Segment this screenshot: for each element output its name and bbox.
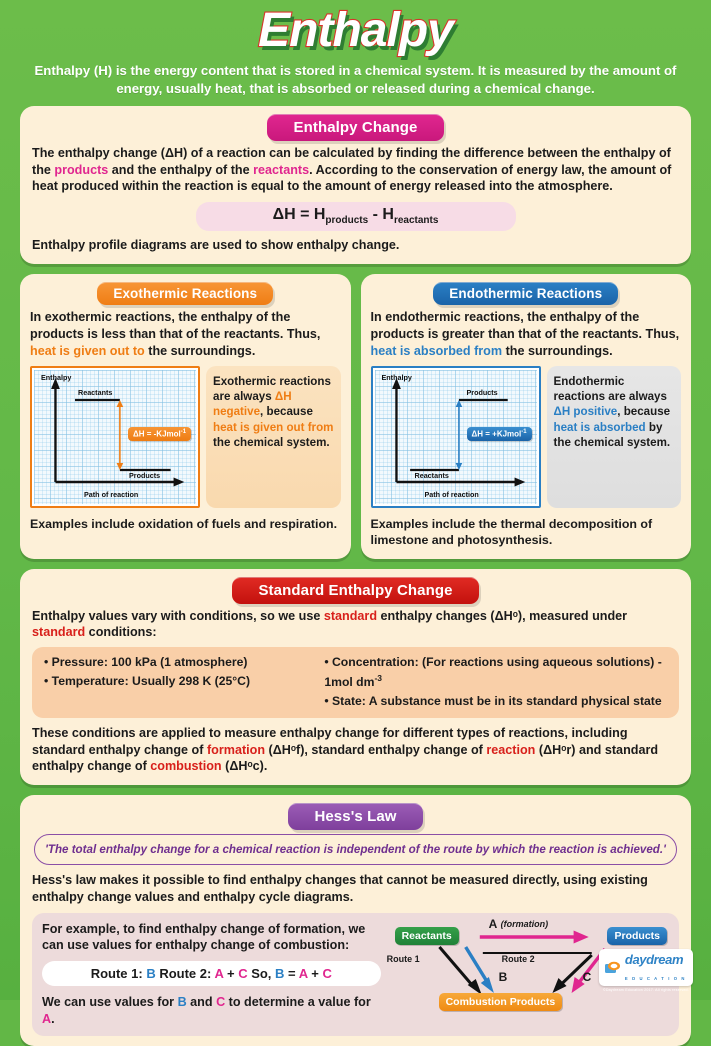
hess-example-panel	[32, 913, 679, 1037]
logo-wordmark: daydream	[624, 952, 684, 967]
exothermic-y-axis-label: Enthalpy	[41, 373, 72, 383]
hess-example-left	[42, 921, 381, 1028]
text-run-6: So,	[247, 965, 276, 981]
exothermic-examples: Examples include oxidation of fuels and respiration.	[30, 517, 338, 532]
exothermic-reactants-label: Reactants	[78, 388, 113, 398]
text-run-0: For example, to find enthalpy change of	[42, 921, 284, 936]
hess-label-route2: Route 2	[501, 953, 535, 964]
section-heading-enthalpy-change: Enthalpy Change	[267, 114, 443, 141]
text-run-9: A	[298, 965, 308, 981]
exothermic-dh-sup: -1	[180, 429, 187, 436]
text-run-2: the surroundings.	[144, 343, 256, 358]
enthalpy-formula	[196, 202, 516, 231]
endothermic-y-axis-label: Enthalpy	[381, 373, 412, 383]
text-run-1: standard	[323, 608, 378, 623]
endothermic-graph	[375, 370, 537, 504]
section-heading-hess-law: Hess's Law	[288, 803, 422, 830]
endothermic-intro	[371, 309, 682, 359]
text-run-3: standard	[32, 625, 86, 640]
text-run-2: Route 2:	[155, 965, 215, 981]
hess-label-c: C	[582, 969, 592, 984]
hess-paragraph: Hess's law makes it possible to find enthalpy changes that cannot be measured directly, using existing enthalpy change values and enthalpy cycle diagrams.	[32, 873, 648, 904]
standard-conditions-box	[32, 647, 679, 718]
condition-state-label: State:	[332, 693, 366, 708]
badge-row	[32, 114, 679, 141]
daydream-logo[interactable]	[599, 949, 693, 986]
hess-label-route1: Route 1	[386, 953, 420, 964]
hess-route-pill	[42, 961, 381, 986]
hess-label-b: B	[498, 969, 508, 984]
text-run-0: The enthalpy change (ΔH) of a reaction can be calculated by finding the difference between the enthalpy of the	[32, 146, 671, 177]
title-block	[20, 0, 691, 56]
text-run-11: C	[322, 965, 332, 981]
condition-concentration: • Concentration: (For reactions using aqueous solutions) - 1mol $dm^{-3}$	[324, 655, 662, 690]
formula-sub-products: products	[325, 215, 369, 227]
text-run-3: heat is absorbed	[553, 420, 646, 434]
endothermic-dh-pill	[467, 427, 532, 441]
formula-sub-reactants: reactants	[393, 215, 439, 227]
text-run-3: reactants	[253, 162, 310, 177]
badge-row-standard	[32, 577, 679, 604]
section-enthalpy-change	[20, 106, 691, 264]
condition-concentration-sup: -3	[374, 672, 383, 683]
section-exothermic	[20, 274, 351, 558]
text-run-2: , because	[617, 405, 671, 419]
condition-temperature-label: Temperature:	[51, 673, 129, 688]
hess-quote: 'The total enthalpy change for a chemical reaction is independent of the route by which the reaction is achieved.'	[45, 843, 666, 857]
text-run-6: (ΔHᵒc).	[221, 759, 268, 774]
text-run-0: We can use values for	[42, 994, 178, 1009]
condition-temperature-value: Usually 298 K (25°C)	[128, 673, 251, 688]
hess-node-products: Products	[607, 927, 667, 945]
text-run-2: the surroundings.	[502, 343, 613, 358]
page-title: Enthalpy	[258, 4, 453, 57]
text-run-8: =	[284, 965, 299, 981]
condition-pressure-value: 100 kPa (1 atmosphere)	[107, 655, 248, 670]
condition-pressure-label: Pressure:	[51, 655, 108, 670]
text-run-0: Enthalpy values vary with conditions, so we use	[32, 608, 324, 623]
text-run-4: (ΔHᵒr) and standard enthalpy change of	[32, 742, 659, 774]
exothermic-intro	[30, 309, 341, 359]
text-run-1: B	[177, 994, 187, 1009]
condition-pressure: • Pressure: 100 kPa (1 atmosphere)	[44, 655, 248, 670]
text-run-1: heat is absorbed from	[370, 343, 503, 358]
condition-state-value: A substance must be in its standard physical state	[365, 693, 662, 708]
text-run-1: B	[146, 965, 156, 981]
reactions-row	[20, 274, 691, 568]
endothermic-note	[547, 366, 682, 508]
text-run-3: reaction	[486, 742, 536, 757]
exothermic-note	[206, 366, 341, 508]
text-run-5: C	[238, 965, 248, 981]
text-run-0: Route 1:	[90, 965, 147, 981]
endothermic-diagram-row	[371, 366, 682, 508]
text-run-5: combustion	[150, 759, 222, 774]
text-run-4: the chemical system.	[213, 435, 330, 449]
endothermic-dh-text: ΔH = +KJmol	[471, 430, 522, 439]
endothermic-graph-box	[371, 366, 541, 508]
enthalpy-change-closing: Enthalpy profile diagrams are used to show enthalpy change.	[32, 238, 400, 253]
page-subtitle: Enthalpy (H) is the energy content that is stored in a chemical system. It is measured by the amount of energy, usually heat, that is absorbed or released during a chemical change.	[34, 63, 677, 97]
hess-label-a-note: (formation)	[500, 918, 549, 929]
text-run-1: formation	[206, 742, 266, 757]
hess-example-text	[42, 921, 381, 954]
enthalpy-change-paragraph	[32, 145, 679, 195]
section-endothermic	[361, 274, 692, 558]
text-run-3: heat is given out from	[213, 420, 334, 434]
logo-text	[625, 952, 686, 984]
endothermic-products-label: Products	[466, 388, 498, 398]
text-run-4: conditions:	[85, 625, 157, 640]
hess-label-a: A	[488, 916, 498, 931]
exothermic-dh-pill	[128, 427, 191, 441]
section-heading-exothermic: Exothermic Reactions	[97, 282, 273, 305]
badge-row-hess	[32, 803, 679, 830]
logo-subtitle: E D U C A T I O N	[624, 976, 686, 981]
endothermic-dh-sup: -1	[521, 429, 527, 436]
text-run-3: A	[214, 965, 224, 981]
badge-row-exothermic	[30, 282, 341, 305]
text-run-2: enthalpy changes (ΔHᵒ), measured under	[377, 608, 628, 623]
endothermic-x-axis-label: Path of reaction	[424, 490, 479, 500]
endothermic-examples: Examples include the thermal decomposition of limestone and photosynthesis.	[370, 517, 653, 548]
text-run-2: , because	[260, 405, 313, 419]
section-heading-standard-enthalpy: Standard Enthalpy Change	[232, 577, 478, 604]
condition-state: • State: A substance must be in its standard physical state	[324, 693, 662, 708]
condition-concentration-label: Concentration:	[332, 655, 419, 670]
exothermic-dh-text: ΔH = -KJmol	[133, 430, 181, 439]
standard-enthalpy-closing	[32, 725, 679, 775]
text-run-2: and	[186, 994, 217, 1009]
exothermic-diagram-row	[30, 366, 341, 508]
text-run-0: Exothermic reactions are always	[213, 375, 331, 404]
hess-node-reactants: Reactants	[395, 927, 459, 945]
text-run-2: , we can use values for enthalpy change of combustion:	[42, 921, 366, 953]
hess-quote-box	[34, 834, 677, 865]
text-run-1: products	[54, 162, 109, 177]
conditions-column-left	[44, 653, 324, 711]
hess-conclusion	[42, 994, 381, 1027]
endothermic-reactants-label: Reactants	[414, 471, 449, 481]
badge-row-endothermic	[371, 282, 682, 305]
text-run-0: In exothermic reactions, the enthalpy of the products is less than that of the reactants. Thus,	[30, 310, 321, 341]
text-run-1: heat is given out to	[30, 343, 145, 358]
copyright-text: ©Daydream Education 2017. All rights reserved.	[602, 988, 689, 992]
section-heading-endothermic: Endothermic Reactions	[433, 282, 618, 305]
conditions-column-right	[324, 653, 667, 711]
section-hess-law	[20, 795, 691, 1046]
text-run-1: formation	[283, 921, 342, 936]
formula-operator: - H	[368, 206, 394, 224]
text-run-4: +	[223, 965, 239, 981]
speech-bubble-icon	[605, 961, 621, 975]
text-run-1: ΔH negative	[213, 390, 292, 419]
condition-concentration-value: (For reactions using aqueous solutions) - 1mol dm	[324, 655, 662, 690]
exothermic-graph	[34, 370, 196, 504]
text-run-0: Endothermic reactions are always	[553, 375, 667, 404]
condition-temperature: • Temperature: Usually 298 K (25°C)	[44, 673, 251, 688]
footer	[599, 949, 693, 992]
exothermic-x-axis-label: Path of reaction	[84, 490, 139, 500]
text-run-7: B	[275, 965, 285, 981]
text-run-5: A	[42, 1011, 52, 1026]
text-run-2: (ΔHᵒf), standard enthalpy change of	[265, 742, 487, 757]
hess-node-combustion-products: Combustion Products	[439, 993, 563, 1011]
text-run-2: and the enthalpy of the	[108, 162, 254, 177]
text-run-6: .	[51, 1011, 55, 1026]
text-run-10: +	[307, 965, 323, 981]
text-run-1: ΔH positive	[553, 405, 618, 419]
exothermic-graph-box	[30, 366, 200, 508]
formula-lhs: ΔH = H	[272, 206, 326, 224]
text-run-0: In endothermic reactions, the enthalpy of the products is greater than that of the reactants. Thus,	[370, 310, 680, 341]
section-standard-enthalpy	[20, 569, 691, 785]
text-run-3: C	[216, 994, 226, 1009]
text-run-4: to determine a value for	[225, 994, 371, 1009]
exothermic-products-label: Products	[129, 471, 161, 481]
text-run-0: These conditions are applied to measure enthalpy change for different types of reactions, including standard enthalpy change of	[32, 725, 628, 757]
standard-enthalpy-intro	[32, 608, 679, 641]
text-run-4: . According to the conservation of energy law, the amount of heat produced within the reaction is equal to the amount of energy released into the atmosphere.	[32, 162, 672, 194]
text-run-4: by the chemical system.	[553, 420, 671, 449]
